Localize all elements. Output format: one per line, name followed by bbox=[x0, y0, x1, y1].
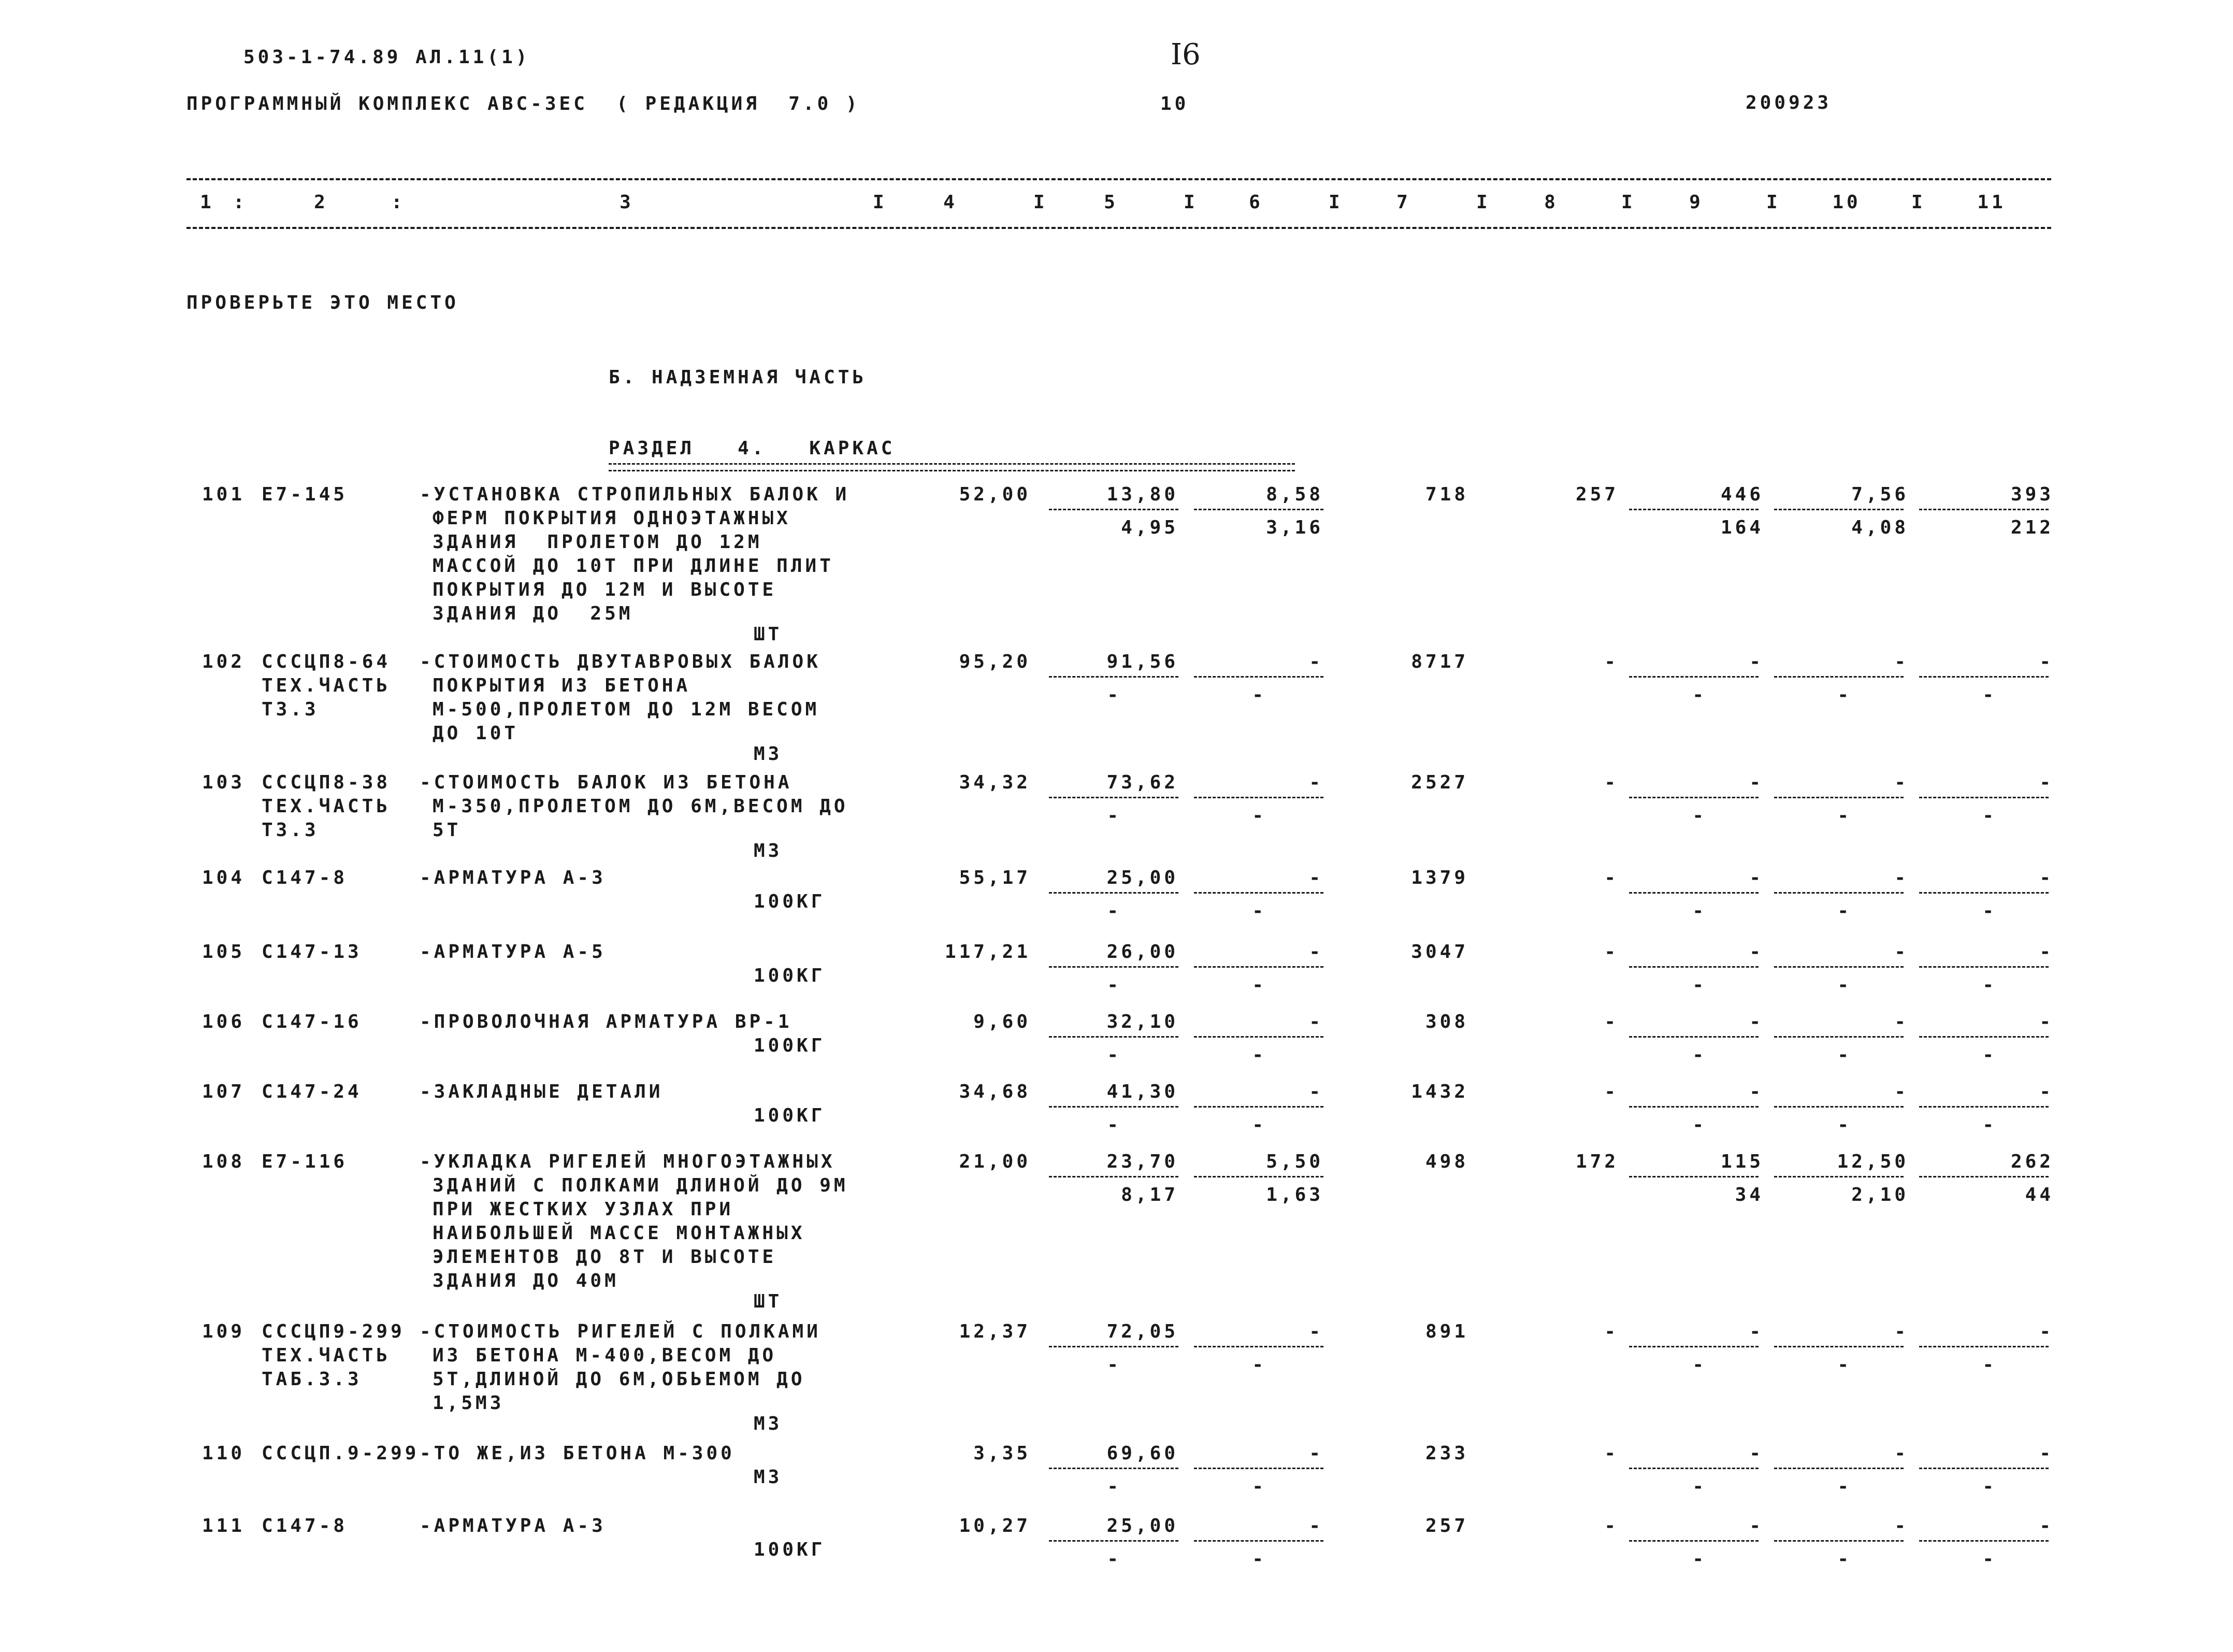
cell-divider-rule bbox=[1049, 966, 1178, 968]
cell-b11: 212 bbox=[2010, 517, 2054, 538]
row-code: СССЦП8-64 bbox=[262, 651, 391, 672]
part-title: Б. НАДЗЕМНАЯ ЧАСТЬ bbox=[609, 367, 867, 388]
row-code: СССЦП8-38 bbox=[262, 772, 391, 793]
cell-c7: 308 bbox=[1425, 1011, 1468, 1032]
cell-c5: 25,00 bbox=[1106, 867, 1178, 888]
document-code: 503-1-74.89 АЛ.11(1) bbox=[243, 47, 530, 68]
cell-b11: - bbox=[1982, 684, 1997, 706]
cell-b10: - bbox=[1837, 1114, 1852, 1136]
cell-c6: - bbox=[1309, 1443, 1323, 1464]
cell-b9: - bbox=[1692, 1114, 1707, 1136]
cell-c5: 26,00 bbox=[1106, 941, 1178, 963]
cell-b6: - bbox=[1252, 1354, 1266, 1375]
cell-b11: - bbox=[1982, 1044, 1997, 1066]
cell-b10: - bbox=[1837, 974, 1852, 996]
cell-c10: - bbox=[1894, 941, 1909, 963]
cell-divider-rule bbox=[1629, 1540, 1759, 1542]
row-number: 102 bbox=[202, 651, 246, 672]
row-description: -СТОИМОСТЬ РИГЕЛЕЙ С ПОЛКАМИ bbox=[420, 1321, 821, 1342]
cell-b5: 4,95 bbox=[1121, 517, 1178, 538]
cell-c11: - bbox=[2039, 1515, 2054, 1536]
row-code: Т3.3 bbox=[262, 699, 319, 720]
cell-c4: 95,20 bbox=[959, 651, 1031, 672]
cell-divider-rule bbox=[1194, 1540, 1323, 1542]
row-unit: М3 bbox=[754, 840, 783, 861]
cell-c5: 25,00 bbox=[1106, 1515, 1178, 1536]
column-separator: I bbox=[1476, 192, 1491, 213]
row-code: С147-13 bbox=[262, 941, 362, 963]
cell-b5: - bbox=[1107, 1114, 1121, 1136]
column-separator: I bbox=[1329, 192, 1343, 213]
row-number: 107 bbox=[202, 1081, 246, 1102]
cell-c8: - bbox=[1604, 1081, 1619, 1102]
cell-b10: - bbox=[1837, 684, 1852, 706]
cell-b6: 3,16 bbox=[1266, 517, 1323, 538]
cell-c6: - bbox=[1309, 941, 1323, 963]
row-description: 1,5М3 bbox=[433, 1392, 505, 1414]
cell-divider-rule bbox=[1629, 1176, 1759, 1177]
column-header: 5 bbox=[1104, 192, 1118, 213]
cell-divider-rule bbox=[1774, 966, 1904, 968]
cell-divider-rule bbox=[1774, 509, 1904, 510]
row-unit: 100КГ bbox=[754, 1539, 826, 1560]
column-separator: : bbox=[391, 192, 406, 213]
column-header: 4 bbox=[943, 192, 958, 213]
cell-c5: 91,56 bbox=[1106, 651, 1178, 672]
cell-c6: - bbox=[1309, 867, 1323, 888]
cell-c11: - bbox=[2039, 941, 2054, 963]
cell-divider-rule bbox=[1774, 1540, 1904, 1542]
program-code: 10 bbox=[1160, 93, 1189, 114]
cell-c11: - bbox=[2039, 1081, 2054, 1102]
row-unit: М3 bbox=[754, 1467, 783, 1488]
column-header: 7 bbox=[1396, 192, 1411, 213]
cell-c9: - bbox=[1749, 1081, 1764, 1102]
row-description: ПРИ ЖЕСТКИХ УЗЛАХ ПРИ bbox=[433, 1199, 734, 1220]
cell-c10: - bbox=[1894, 1321, 1909, 1342]
cell-b9: 164 bbox=[1720, 517, 1764, 538]
column-header: 3 bbox=[620, 192, 634, 213]
cell-divider-rule bbox=[1629, 1346, 1759, 1347]
column-separator: I bbox=[1184, 192, 1198, 213]
cell-b10: - bbox=[1837, 1354, 1852, 1375]
row-description: -АРМАТУРА А-3 bbox=[420, 867, 606, 888]
row-code: ТЕХ.ЧАСТЬ bbox=[262, 675, 391, 696]
row-code: Е7-116 bbox=[262, 1151, 348, 1172]
row-description: -СТОИМОСТЬ ДВУТАВРОВЫХ БАЛОК bbox=[420, 651, 821, 672]
cell-c4: 55,17 bbox=[959, 867, 1031, 888]
row-description: ЗДАНИЯ ДО 40М bbox=[433, 1270, 619, 1291]
row-code: С147-8 bbox=[262, 867, 348, 888]
row-code: С147-16 bbox=[262, 1011, 362, 1032]
column-separator: I bbox=[873, 192, 887, 213]
column-header: 1 bbox=[200, 192, 214, 213]
section-underline bbox=[609, 463, 1295, 471]
row-description: М-350,ПРОЛЕТОМ ДО 6М,ВЕСОМ ДО bbox=[433, 796, 848, 817]
cell-b11: - bbox=[1982, 974, 1997, 996]
row-description: -АРМАТУРА А-5 bbox=[420, 941, 606, 963]
column-header: 9 bbox=[1689, 192, 1704, 213]
cell-b6: 1,63 bbox=[1266, 1184, 1323, 1205]
cell-divider-rule bbox=[1919, 1036, 2049, 1038]
row-code: СССЦП.9-299 bbox=[262, 1443, 420, 1464]
cell-c11: - bbox=[2039, 1011, 2054, 1032]
cell-divider-rule bbox=[1194, 1036, 1323, 1038]
cell-b11: - bbox=[1982, 900, 1997, 922]
row-description: ЗДАНИЯ ПРОЛЕТОМ ДО 12М bbox=[433, 531, 762, 553]
cell-c5: 23,70 bbox=[1106, 1151, 1178, 1172]
cell-divider-rule bbox=[1049, 797, 1178, 798]
cell-c9: 446 bbox=[1720, 484, 1764, 505]
row-unit: ШТ bbox=[754, 1291, 783, 1312]
cell-c5: 73,62 bbox=[1106, 772, 1178, 793]
row-number: 108 bbox=[202, 1151, 246, 1172]
check-note: ПРОВЕРЬТЕ ЭТО МЕСТО bbox=[186, 292, 459, 313]
cell-c7: 498 bbox=[1425, 1151, 1468, 1172]
cell-divider-rule bbox=[1049, 1106, 1178, 1108]
row-code: ТЕХ.ЧАСТЬ bbox=[262, 796, 391, 817]
cell-b9: - bbox=[1692, 974, 1707, 996]
cell-c10: - bbox=[1894, 867, 1909, 888]
cell-c9: - bbox=[1749, 1011, 1764, 1032]
cell-divider-rule bbox=[1049, 1540, 1178, 1542]
cell-c7: 8717 bbox=[1411, 651, 1468, 672]
cell-b6: - bbox=[1252, 684, 1266, 706]
row-description: -УКЛАДКА РИГЕЛЕЙ МНОГОЭТАЖНЫХ bbox=[420, 1151, 835, 1172]
row-description: ЗДАНИЯ ДО 25М bbox=[433, 603, 633, 624]
row-number: 105 bbox=[202, 941, 246, 963]
row-description: -ПРОВОЛОЧНАЯ АРМАТУРА ВР-1 bbox=[420, 1011, 793, 1032]
column-header: 6 bbox=[1249, 192, 1263, 213]
cell-c4: 9,60 bbox=[973, 1011, 1031, 1032]
row-code: ТЕХ.ЧАСТЬ bbox=[262, 1345, 391, 1366]
cell-divider-rule bbox=[1194, 1106, 1323, 1108]
column-separator: : bbox=[233, 192, 248, 213]
row-number: 111 bbox=[202, 1515, 246, 1536]
cell-c7: 718 bbox=[1425, 484, 1468, 505]
cell-c10: - bbox=[1894, 651, 1909, 672]
cell-divider-rule bbox=[1919, 1468, 2049, 1469]
cell-c9: - bbox=[1749, 1515, 1764, 1536]
cell-divider-rule bbox=[1049, 1346, 1178, 1347]
row-description: -УСТАНОВКА СТРОПИЛЬНЫХ БАЛОК И bbox=[420, 484, 850, 505]
cell-b11: - bbox=[1982, 1114, 1997, 1136]
print-date: 200923 bbox=[1746, 92, 1832, 113]
cell-c8: - bbox=[1604, 1011, 1619, 1032]
cell-divider-rule bbox=[1774, 676, 1904, 678]
cell-b5: - bbox=[1107, 1476, 1121, 1497]
cell-b9: 34 bbox=[1735, 1184, 1764, 1205]
cell-divider-rule bbox=[1919, 1106, 2049, 1108]
cell-divider-rule bbox=[1194, 966, 1323, 968]
cell-divider-rule bbox=[1194, 509, 1323, 510]
row-unit: 100КГ bbox=[754, 1105, 826, 1126]
cell-b10: - bbox=[1837, 1476, 1852, 1497]
row-description: ДО 10Т bbox=[433, 723, 519, 744]
cell-b9: - bbox=[1692, 684, 1707, 706]
row-code: С147-24 bbox=[262, 1081, 362, 1102]
row-description: ЗДАНИЙ С ПОЛКАМИ ДЛИНОЙ ДО 9М bbox=[433, 1175, 848, 1196]
cell-c8: - bbox=[1604, 651, 1619, 672]
cell-b6: - bbox=[1252, 805, 1266, 826]
cell-c5: 41,30 bbox=[1106, 1081, 1178, 1102]
cell-divider-rule bbox=[1919, 1176, 2049, 1177]
cell-b9: - bbox=[1692, 1354, 1707, 1375]
row-unit: 100КГ bbox=[754, 1035, 826, 1056]
cell-b9: - bbox=[1692, 805, 1707, 826]
cell-b6: - bbox=[1252, 1044, 1266, 1066]
column-header: 2 bbox=[314, 192, 328, 213]
cell-divider-rule bbox=[1049, 1036, 1178, 1038]
cell-divider-rule bbox=[1629, 1468, 1759, 1469]
column-separator: I bbox=[1621, 192, 1636, 213]
cell-c4: 34,68 bbox=[959, 1081, 1031, 1102]
cell-divider-rule bbox=[1629, 676, 1759, 678]
cell-c7: 891 bbox=[1425, 1321, 1468, 1342]
cell-c8: 172 bbox=[1575, 1151, 1619, 1172]
cell-c8: - bbox=[1604, 941, 1619, 963]
cell-divider-rule bbox=[1049, 892, 1178, 894]
header-rule-bottom bbox=[186, 227, 2051, 229]
cell-b5: - bbox=[1107, 1044, 1121, 1066]
cell-b5: 8,17 bbox=[1121, 1184, 1178, 1205]
cell-divider-rule bbox=[1194, 1468, 1323, 1469]
cell-b6: - bbox=[1252, 1548, 1266, 1570]
row-description: МАССОЙ ДО 10Т ПРИ ДЛИНЕ ПЛИТ bbox=[433, 555, 834, 577]
row-description: ИЗ БЕТОНА М-400,ВЕСОМ ДО bbox=[433, 1345, 777, 1366]
row-unit: ШТ bbox=[754, 624, 783, 645]
row-number: 110 bbox=[202, 1443, 246, 1464]
cell-b6: - bbox=[1252, 1114, 1266, 1136]
cell-divider-rule bbox=[1919, 797, 2049, 798]
row-unit: 100КГ bbox=[754, 891, 826, 912]
row-description: ФЕРМ ПОКРЫТИЯ ОДНОЭТАЖНЫХ bbox=[433, 508, 791, 529]
row-number: 103 bbox=[202, 772, 246, 793]
row-code: С147-8 bbox=[262, 1515, 348, 1536]
cell-b5: - bbox=[1107, 1548, 1121, 1570]
cell-divider-rule bbox=[1049, 1468, 1178, 1469]
cell-c7: 1432 bbox=[1411, 1081, 1468, 1102]
cell-c10: - bbox=[1894, 1443, 1909, 1464]
row-description: 5Т,ДЛИНОЙ ДО 6М,ОБЬЕМОМ ДО bbox=[433, 1369, 805, 1390]
row-description: ЭЛЕМЕНТОВ ДО 8Т И ВЫСОТЕ bbox=[433, 1246, 777, 1268]
column-separator: I bbox=[1766, 192, 1781, 213]
cell-divider-rule bbox=[1629, 966, 1759, 968]
column-header: 8 bbox=[1544, 192, 1559, 213]
cell-b9: - bbox=[1692, 1044, 1707, 1066]
column-separator: I bbox=[1033, 192, 1048, 213]
cell-c9: - bbox=[1749, 651, 1764, 672]
cell-divider-rule bbox=[1774, 1176, 1904, 1177]
cell-divider-rule bbox=[1774, 892, 1904, 894]
cell-c4: 21,00 bbox=[959, 1151, 1031, 1172]
cell-c10: 7,56 bbox=[1851, 484, 1909, 505]
cell-divider-rule bbox=[1049, 676, 1178, 678]
cell-c6: - bbox=[1309, 1011, 1323, 1032]
row-number: 109 bbox=[202, 1321, 246, 1342]
cell-divider-rule bbox=[1629, 509, 1759, 510]
row-number: 104 bbox=[202, 867, 246, 888]
cell-c4: 12,37 bbox=[959, 1321, 1031, 1342]
row-code: СССЦП9-299 bbox=[262, 1321, 405, 1342]
header-rule-top bbox=[186, 178, 2051, 180]
cell-divider-rule bbox=[1774, 1346, 1904, 1347]
cell-c6: - bbox=[1309, 1515, 1323, 1536]
cell-c6: - bbox=[1309, 1081, 1323, 1102]
row-description: -СТОИМОСТЬ БАЛОК ИЗ БЕТОНА bbox=[420, 772, 793, 793]
cell-c8: - bbox=[1604, 772, 1619, 793]
column-separator: I bbox=[1911, 192, 1926, 213]
cell-divider-rule bbox=[1919, 1540, 2049, 1542]
cell-divider-rule bbox=[1194, 892, 1323, 894]
cell-b10: - bbox=[1837, 1044, 1852, 1066]
cell-c7: 1379 bbox=[1411, 867, 1468, 888]
cell-b10: - bbox=[1837, 805, 1852, 826]
cell-c7: 2527 bbox=[1411, 772, 1468, 793]
cell-divider-rule bbox=[1049, 509, 1178, 510]
cell-b11: - bbox=[1982, 1476, 1997, 1497]
cell-b6: - bbox=[1252, 900, 1266, 922]
cell-c6: 8,58 bbox=[1266, 484, 1323, 505]
cell-divider-rule bbox=[1774, 797, 1904, 798]
row-unit: 100КГ bbox=[754, 965, 826, 986]
cell-c9: - bbox=[1749, 1443, 1764, 1464]
cell-c4: 52,00 bbox=[959, 484, 1031, 505]
cell-divider-rule bbox=[1919, 892, 2049, 894]
cell-divider-rule bbox=[1919, 676, 2049, 678]
cell-b5: - bbox=[1107, 900, 1121, 922]
cell-divider-rule bbox=[1919, 509, 2049, 510]
row-description: НАИБОЛЬШЕЙ МАССЕ МОНТАЖНЫХ bbox=[433, 1223, 805, 1244]
cell-c11: - bbox=[2039, 1321, 2054, 1342]
cell-c6: - bbox=[1309, 772, 1323, 793]
cell-b6: - bbox=[1252, 1476, 1266, 1497]
row-description: ПОКРЫТИЯ ИЗ БЕТОНА bbox=[433, 675, 691, 696]
cell-b10: - bbox=[1837, 900, 1852, 922]
cell-c10: 12,50 bbox=[1837, 1151, 1909, 1172]
cell-b11: 44 bbox=[2025, 1184, 2054, 1205]
row-number: 101 bbox=[202, 484, 246, 505]
cell-b11: - bbox=[1982, 1548, 1997, 1570]
cell-divider-rule bbox=[1919, 1346, 2049, 1347]
cell-c9: - bbox=[1749, 867, 1764, 888]
cell-c11: - bbox=[2039, 867, 2054, 888]
row-code: Е7-145 bbox=[262, 484, 348, 505]
cell-c9: 115 bbox=[1720, 1151, 1764, 1172]
row-description: -ЗАКЛАДНЫЕ ДЕТАЛИ bbox=[420, 1081, 664, 1102]
cell-divider-rule bbox=[1194, 676, 1323, 678]
cell-c10: - bbox=[1894, 1011, 1909, 1032]
cell-divider-rule bbox=[1629, 797, 1759, 798]
cell-b10: - bbox=[1837, 1548, 1852, 1570]
cell-b10: 4,08 bbox=[1851, 517, 1909, 538]
cell-c5: 69,60 bbox=[1106, 1443, 1178, 1464]
cell-b9: - bbox=[1692, 1476, 1707, 1497]
cell-c5: 32,10 bbox=[1106, 1011, 1178, 1032]
cell-c5: 72,05 bbox=[1106, 1321, 1178, 1342]
column-header-row bbox=[0, 191, 2233, 214]
cell-c4: 117,21 bbox=[944, 941, 1031, 963]
cell-divider-rule bbox=[1629, 892, 1759, 894]
row-description: 5Т bbox=[433, 820, 462, 841]
cell-b11: - bbox=[1982, 805, 1997, 826]
cell-c7: 233 bbox=[1425, 1443, 1468, 1464]
column-header: 10 bbox=[1832, 192, 1861, 213]
row-description: -ТО ЖЕ,ИЗ БЕТОНА М-300 bbox=[420, 1443, 735, 1464]
cell-c6: 5,50 bbox=[1266, 1151, 1323, 1172]
cell-b10: 2,10 bbox=[1851, 1184, 1909, 1205]
row-unit: М3 bbox=[754, 1413, 783, 1434]
cell-divider-rule bbox=[1194, 1346, 1323, 1347]
cell-c10: - bbox=[1894, 1081, 1909, 1102]
cell-c4: 10,27 bbox=[959, 1515, 1031, 1536]
row-code: ТАБ.3.3 bbox=[262, 1369, 362, 1390]
row-unit: М3 bbox=[754, 743, 783, 765]
cell-c7: 3047 bbox=[1411, 941, 1468, 963]
cell-c8: - bbox=[1604, 1515, 1619, 1536]
cell-c6: - bbox=[1309, 1321, 1323, 1342]
cell-c8: - bbox=[1604, 867, 1619, 888]
cell-c8: - bbox=[1604, 1321, 1619, 1342]
row-description: ПОКРЫТИЯ ДО 12М И ВЫСОТЕ bbox=[433, 579, 777, 600]
cell-c4: 34,32 bbox=[959, 772, 1031, 793]
cell-divider-rule bbox=[1194, 1176, 1323, 1177]
cell-divider-rule bbox=[1774, 1468, 1904, 1469]
cell-b5: - bbox=[1107, 805, 1121, 826]
cell-c11: 393 bbox=[2010, 484, 2054, 505]
cell-divider-rule bbox=[1774, 1106, 1904, 1108]
cell-b11: - bbox=[1982, 1354, 1997, 1375]
column-header: 11 bbox=[1977, 192, 2006, 213]
cell-c9: - bbox=[1749, 1321, 1764, 1342]
cell-c11: - bbox=[2039, 1443, 2054, 1464]
cell-c4: 3,35 bbox=[973, 1443, 1031, 1464]
cell-b9: - bbox=[1692, 1548, 1707, 1570]
cell-c9: - bbox=[1749, 941, 1764, 963]
cell-divider-rule bbox=[1194, 797, 1323, 798]
cell-c10: - bbox=[1894, 772, 1909, 793]
cell-c7: 257 bbox=[1425, 1515, 1468, 1536]
row-description: -АРМАТУРА А-3 bbox=[420, 1515, 606, 1536]
cell-c11: - bbox=[2039, 772, 2054, 793]
row-code: Т3.3 bbox=[262, 820, 319, 841]
row-description: М-500,ПРОЛЕТОМ ДО 12М ВЕСОМ bbox=[433, 699, 820, 720]
program-name: ПРОГРАММНЫЙ КОМПЛЕКС АВС-3ЕС ( РЕДАКЦИЯ 7.0 ) bbox=[186, 93, 860, 114]
cell-c9: - bbox=[1749, 772, 1764, 793]
cell-b5: - bbox=[1107, 684, 1121, 706]
cell-divider-rule bbox=[1774, 1036, 1904, 1038]
cell-divider-rule bbox=[1919, 966, 2049, 968]
cell-c11: - bbox=[2039, 651, 2054, 672]
cell-b9: - bbox=[1692, 900, 1707, 922]
cell-c11: 262 bbox=[2010, 1151, 2054, 1172]
cell-c10: - bbox=[1894, 1515, 1909, 1536]
cell-divider-rule bbox=[1629, 1036, 1759, 1038]
section-title: РАЗДЕЛ 4. КАРКАС bbox=[609, 438, 896, 459]
cell-divider-rule bbox=[1629, 1106, 1759, 1108]
cell-c6: - bbox=[1309, 651, 1323, 672]
cell-b6: - bbox=[1252, 974, 1266, 996]
cell-b5: - bbox=[1107, 1354, 1121, 1375]
cell-c8: 257 bbox=[1575, 484, 1619, 505]
cell-divider-rule bbox=[1049, 1176, 1178, 1177]
page-number: I6 bbox=[1171, 38, 1201, 71]
cell-b5: - bbox=[1107, 974, 1121, 996]
cell-c5: 13,80 bbox=[1106, 484, 1178, 505]
row-number: 106 bbox=[202, 1011, 246, 1032]
cell-c8: - bbox=[1604, 1443, 1619, 1464]
